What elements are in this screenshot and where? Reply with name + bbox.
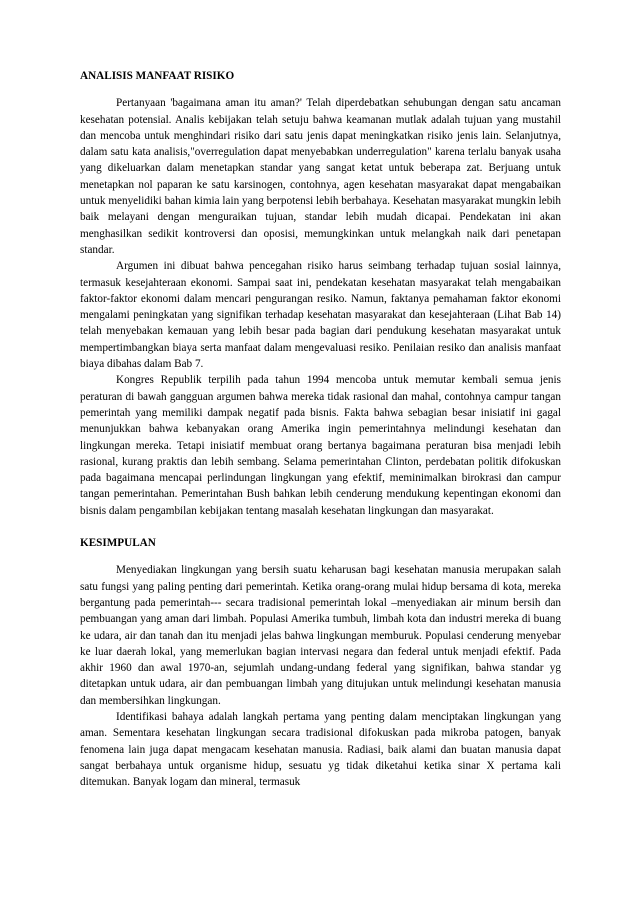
paragraph: Pertanyaan 'bagaimana aman itu aman?' Telah diperdebatkan sehubungan dengan satu ancaman kesehatan potensial. Analis kebijakan telah setuju bahwa keamanan mutlak adalah tujuan yang mustahil dan mencoba untuk menghindari risiko dari satu jenis dapat meningkatkan risiko jenis lain. Selanjutnya, dalam satu kata analisis,"overregulation dapat menyebabkan underregulation" karena terlalu banyak usaha yang dikeluarkan dalam menetapkan standar yang sangat ketat untuk beberapa zat. Berjuang untuk menetapkan nol paparan ke satu karsinogen, contohnya, agen kesehatan masyarakat dapat mengabaikan untuk menyelidiki bahan kimia lain yang berpotensi lebih berbahaya. Kesehatan masyarakat mungkin lebih baik melayani dengan menguraikan tujuan, standar lebih mudah dicapai. Pendekatan ini akan menghasilkan sedikit kontroversi dan oposisi, memungkinkan untuk melangkah naik dari penetapan standar. <box>80 97 561 256</box>
paragraph: Identifikasi bahaya adalah langkah pertama yang penting dalam menciptakan lingkungan yang aman. Sementara kesehatan lingkungan secara tradisional difokuskan pada mikroba patogen, banyak fenomena lain juga dapat mengacam kesehatan manusia. Radiasi, baik alami dan buatan manusia dapat sangat berbahaya untuk organisme hidup, sesuatu yg tidak diketahui ketika sinar X pertama kali ditemukan. Banyak logam dan mineral, termasuk <box>80 710 561 789</box>
paragraph: Menyediakan lingkungan yang bersih suatu keharusan bagi kesehatan manusia merupakan salah satu fungsi yang paling penting dari pemerintah. Ketika orang-orang mulai hidup bersama di kota, mereka bergantung pada pemerintah--- secara tradisional pemerintah lokal –menyediakan air minum bersih dan pembuangan yang aman dari limbah. Populasi Amerika tumbuh, limbah kota dan industri mereka di buang ke udara, air dan tanah dan itu menjadi jelas bahwa lingkungan memburuk. Populasi cenderung menyebar ke luar daerah lokal, yang memerlukan bagian intervasi negara dan federal untuk menjadi efektif. Pada akhir 1960 dan awal 1970-an, sejumlah undang-undang federal yang signifikan, bahwa standar yg ditetapkan untuk udara, air dan pembuangan limbah yang ditujukan untuk melindungi kesehatan manusia dan membersihkan lingkungan. <box>80 564 561 707</box>
paragraph: Kongres Republik terpilih pada tahun 1994 mencoba untuk memutar kembali semua jenis peraturan di bawah gangguan argumen bahwa mereka tidak rasional dan mahal, contohnya campur tangan pemerintah yang memiliki dampak negatif pada bisnis. Fakta bahwa sebagian besar inisiatif ini gagal menunjukkan bahwa kebanyakan orang Amerika ingin pemerintahnya melindungi kesehatan dan lingkungan mereka. Tetapi inisiatif membuat orang bertanya bagaimana peraturan bisa menjadi lebih rasional, kurang praktis dan lebih sembang. Selama pemerintahan Clinton, perdebatan politik difokuskan pada bagaimana mencapai perlindungan lingkungan yang efektif, meminimalkan birokrasi dan campur tangan pemerintahan. Pemerintahan Bush bahkan lebih cenderung mendukung kepentingan ekonomi dan bisnis dalam pengambilan kebijakan tentang masalah kesehatan lingkungan dan masyarakat. <box>80 374 561 517</box>
document-page <box>80 68 561 790</box>
section-heading-analisis: ANALISIS MANFAAT RISIKO <box>80 70 235 82</box>
section-heading-kesimpulan: KESIMPULAN <box>80 537 156 550</box>
paragraph: Argumen ini dibuat bahwa pencegahan risiko harus seimbang terhadap tujuan sosial lainnya, termasuk kesejahteraan ekonomi. Sampai saat ini, pendekatan kesehatan masyarakat telah mengabaikan faktor-faktor ekonomi dalam mencari pengurangan resiko. Namun, faktanya pemahaman faktor ekonomi mengalami peningkatan yang signifikan terhadap kesehatan masyarakat dan kesejahteraan (Lihat Bab 14) telah menyebakan kemauan yang lebih besar pada bagian dari pendukung kesehatan masyarakat untuk mempertimbangkan biaya serta manfaat dalam mengevaluasi resiko. Penilaian resiko dan analisis manfaat biaya dibahas dalam Bab 7. <box>80 260 561 371</box>
